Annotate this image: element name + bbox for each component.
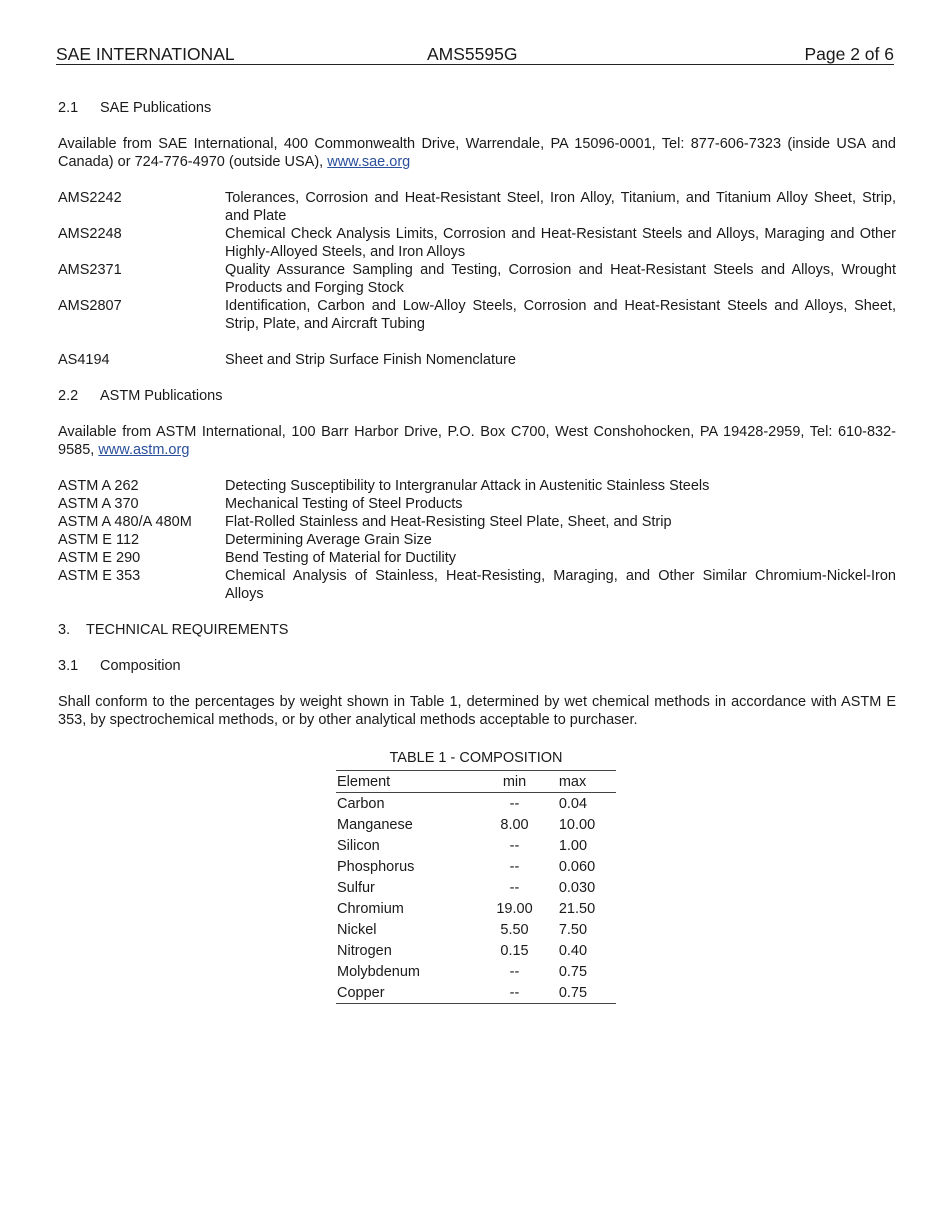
reference-item <box>58 351 896 369</box>
section-2-2-heading <box>58 387 896 405</box>
section-title: SAE Publications <box>100 100 212 116</box>
min-cell: -- <box>509 879 520 896</box>
max-cell: 0.060 <box>558 858 596 875</box>
max-cell: 0.030 <box>558 879 596 896</box>
section-number: 3.1 <box>58 658 79 674</box>
min-cell: -- <box>509 984 520 1001</box>
table-caption: TABLE 1 - COMPOSITION <box>389 750 563 766</box>
section-3-1-heading <box>58 657 896 675</box>
table-row <box>336 982 616 1004</box>
reference-code: AMS2242 <box>58 190 122 206</box>
table-row <box>336 835 616 856</box>
table-row <box>336 793 616 815</box>
min-cell: 5.50 <box>500 921 529 938</box>
reference-code: ASTM A 480/A 480M <box>58 514 192 530</box>
max-cell: 7.50 <box>558 921 588 938</box>
element-cell: Silicon <box>337 837 380 854</box>
astm-availability-paragraph <box>58 423 896 459</box>
element-cell: Phosphorus <box>337 858 415 875</box>
reference-title: Tolerances, Corrosion and Heat-Resistant Steel, Iron Alloy, Titanium, and Titanium Alloy Sheet, Strip, and Plate <box>225 190 896 224</box>
sae-website-link[interactable]: www.sae.org <box>327 154 411 170</box>
reference-title: Chemical Check Analysis Limits, Corrosion and Heat-Resistant Steels and Alloys, Maraging and Other Highly-Alloyed Steels, and Iron Alloys <box>225 226 896 260</box>
reference-title: Mechanical Testing of Steel Products <box>225 496 463 512</box>
max-cell: 0.04 <box>558 795 588 812</box>
reference-item <box>58 567 896 603</box>
reference-code: AMS2371 <box>58 262 122 278</box>
sae-availability-paragraph <box>58 135 896 171</box>
reference-title: Sheet and Strip Surface Finish Nomenclature <box>225 352 516 368</box>
paragraph-text: Available from SAE International, 400 Commonwealth Drive, Warrendale, PA 15096-0001, Tel: 877-606-7323 (inside USA and Canada) or 724-776-4970 (outside USA), <box>58 136 896 170</box>
max-cell: 0.75 <box>558 984 588 1001</box>
document-body <box>58 99 896 747</box>
min-cell: -- <box>509 963 520 980</box>
section-title: TECHNICAL REQUIREMENTS <box>86 622 289 638</box>
section-2-1-heading <box>58 99 896 117</box>
element-cell: Sulfur <box>337 879 375 896</box>
max-cell: 10.00 <box>558 816 596 833</box>
section-3-heading <box>58 621 896 639</box>
min-cell: -- <box>509 858 520 875</box>
min-cell: -- <box>509 837 520 854</box>
reference-title: Quality Assurance Sampling and Testing, Corrosion and Heat-Resistant Steels and Alloys, Wrought Products and Forging Stock <box>225 262 896 296</box>
column-header-min: min <box>502 773 527 790</box>
reference-title: Bend Testing of Material for Ductility <box>225 550 457 566</box>
header-page-number: Page 2 of 6 <box>804 44 894 64</box>
table-header-row <box>336 771 616 793</box>
reference-title: Flat-Rolled Stainless and Heat-Resisting Steel Plate, Sheet, and Strip <box>225 514 672 530</box>
element-cell: Chromium <box>337 900 404 917</box>
reference-code: AMS2248 <box>58 226 122 242</box>
header-organization: SAE INTERNATIONAL <box>56 44 235 64</box>
max-cell: 0.40 <box>558 942 588 959</box>
reference-code: ASTM E 353 <box>58 568 141 584</box>
table-row <box>336 877 616 898</box>
table-row <box>336 940 616 961</box>
reference-title: Detecting Susceptibility to Intergranular Attack in Austenitic Stainless Steels <box>225 478 710 494</box>
reference-item <box>58 549 896 567</box>
section-number: 2.1 <box>58 100 79 116</box>
sae-reference-list <box>58 189 896 369</box>
min-cell: 8.00 <box>500 816 529 833</box>
reference-title: Chemical Analysis of Stainless, Heat-Resisting, Maraging, and Other Similar Chromium-Nickel-Iron Alloys <box>225 568 896 602</box>
page-header <box>56 44 894 65</box>
element-cell: Molybdenum <box>337 963 421 980</box>
paragraph-text: Available from ASTM International, 100 Barr Harbor Drive, P.O. Box C700, West Conshohocken, PA 19428-2959, Tel: 610-832-9585, <box>58 424 896 458</box>
reference-title: Identification, Carbon and Low-Alloy Steels, Corrosion and Heat-Resistant Steels and Alloys, Sheet, Strip, Plate, and Aircraft Tubing <box>225 298 896 332</box>
min-cell: 19.00 <box>496 900 533 917</box>
table-row <box>336 919 616 940</box>
composition-paragraph: Shall conform to the percentages by weight shown in Table 1, determined by wet chemical methods in accordance with ASTM E 353, by spectrochemical methods, or by other analytical methods acceptable to purchaser. <box>58 694 896 728</box>
max-cell: 21.50 <box>558 900 596 917</box>
composition-table <box>336 770 616 1004</box>
element-cell: Nitrogen <box>337 942 392 959</box>
reference-item <box>58 189 896 225</box>
reference-item <box>58 531 896 549</box>
max-cell: 1.00 <box>558 837 588 854</box>
reference-item <box>58 225 896 261</box>
reference-item <box>58 495 896 513</box>
reference-item <box>58 477 896 495</box>
element-cell: Carbon <box>337 795 385 812</box>
reference-code: ASTM A 262 <box>58 478 139 494</box>
reference-item <box>58 261 896 297</box>
section-number: 2.2 <box>58 388 79 404</box>
max-cell: 0.75 <box>558 963 588 980</box>
table-row <box>336 898 616 919</box>
section-number: 3. <box>58 622 71 638</box>
astm-reference-list <box>58 477 896 603</box>
table-row <box>336 814 616 835</box>
reference-code: ASTM A 370 <box>58 496 139 512</box>
reference-code: ASTM E 112 <box>58 532 140 548</box>
reference-code: ASTM E 290 <box>58 550 141 566</box>
reference-item <box>58 297 896 333</box>
column-header-max: max <box>558 773 587 790</box>
reference-title: Determining Average Grain Size <box>225 532 432 548</box>
astm-website-link[interactable]: www.astm.org <box>98 442 190 458</box>
table-row <box>336 961 616 982</box>
reference-code: AMS2807 <box>58 298 122 314</box>
header-document-id: AMS5595G <box>427 44 518 64</box>
composition-table-block <box>336 748 616 1004</box>
reference-item <box>58 513 896 531</box>
table-row <box>336 856 616 877</box>
element-cell: Nickel <box>337 921 377 938</box>
min-cell: -- <box>509 795 520 812</box>
element-cell: Manganese <box>337 816 413 833</box>
min-cell: 0.15 <box>500 942 529 959</box>
reference-code: AS4194 <box>58 352 110 368</box>
column-header-element: Element <box>337 773 391 790</box>
section-title: Composition <box>100 658 181 674</box>
element-cell: Copper <box>337 984 385 1001</box>
section-title: ASTM Publications <box>100 388 223 404</box>
